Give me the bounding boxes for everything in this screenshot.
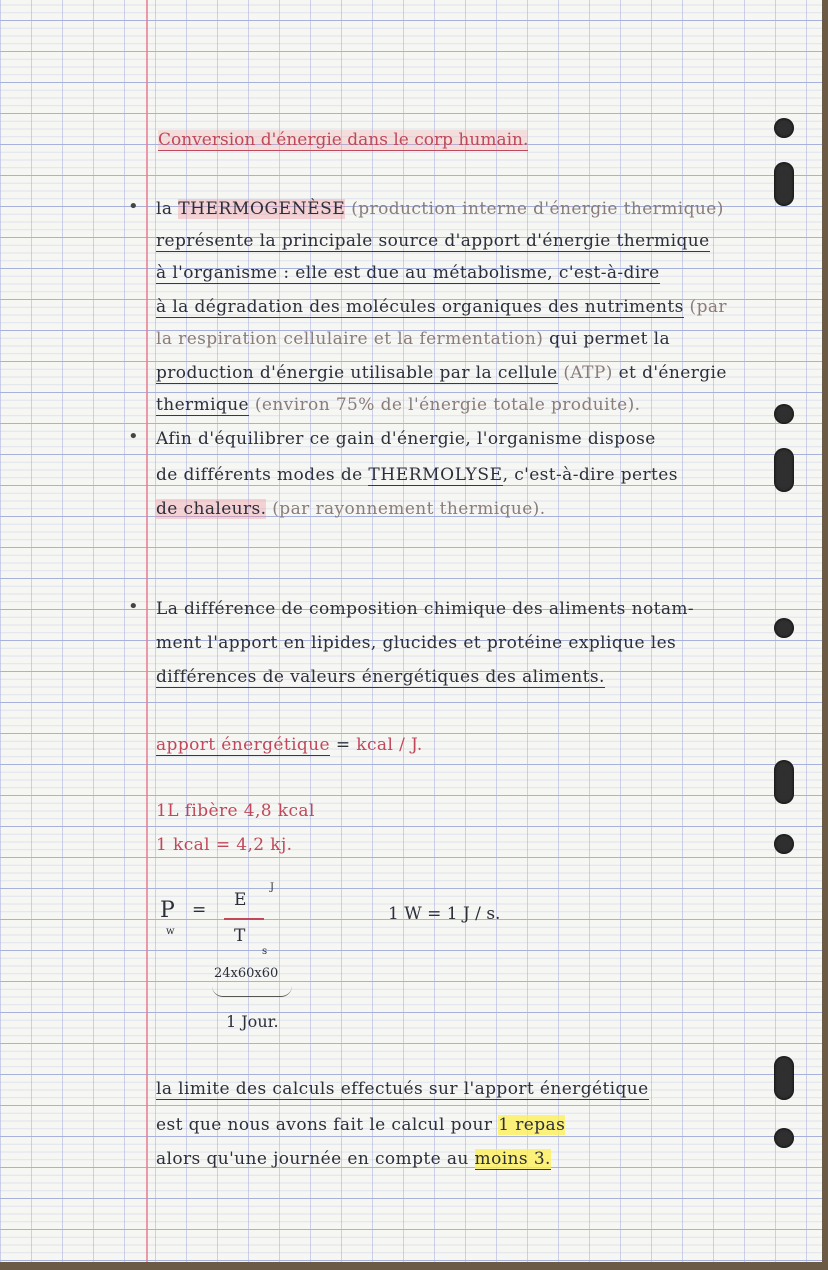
para1-line7: thermique (environ 75% de l'énergie totale produite).: [156, 395, 641, 415]
para3-line2: ment l'apport en lipides, glucides et protéine explique les: [156, 633, 677, 653]
binder-hole: [774, 618, 794, 638]
watt-formula: 1 W = 1 J / s.: [388, 904, 501, 924]
para1-line4: à la dégradation des molécules organiques des nutriments (par: [156, 297, 727, 317]
binder-hole: [774, 404, 794, 424]
para3-line1: La différence de composition chimique des aliments notam-: [156, 599, 695, 619]
formula-fibre: 1L fibère 4,8 kcal: [156, 801, 315, 821]
para2-line1: Afin d'équilibrer ce gain d'énergie, l'organisme dispose: [156, 429, 656, 449]
bullet: •: [128, 426, 139, 447]
keyword-thermolyse: THERMOLYSE: [368, 465, 503, 485]
binder-hole: [774, 1128, 794, 1148]
time-unit: s: [262, 946, 268, 957]
para2-line3: de chaleurs. (par rayonnement thermique).: [156, 499, 546, 519]
power-symbol: P: [160, 898, 175, 923]
binder-hole: [774, 1056, 794, 1100]
para4-line2: est que nous avons fait le calcul pour 1 repas: [156, 1115, 566, 1135]
margin-line: [146, 0, 148, 1262]
energy-unit: J: [270, 882, 275, 893]
para2-line2: de différents modes de THERMOLYSE, c'est-à-dire pertes: [156, 465, 678, 485]
para4-line3: alors qu'une journée en compte au moins 3.: [156, 1149, 551, 1169]
para1-line6: production d'énergie utilisable par la cellule (ATP) et d'énergie: [156, 363, 727, 383]
keyword-thermogenese: THERMOGENÈSE: [178, 199, 346, 219]
fraction-bar: [224, 918, 264, 920]
one-day-label: 1 Jour.: [226, 1012, 279, 1031]
bullet: •: [128, 196, 139, 217]
para1-line1: la THERMOGENÈSE (production interne d'énergie thermique): [156, 199, 724, 219]
binder-hole: [774, 448, 794, 492]
para1-line5: la respiration cellulaire et la fermentation) qui permet la: [156, 329, 671, 349]
para3-line3: différences de valeurs énergétiques des aliments.: [156, 667, 605, 687]
binder-hole: [774, 834, 794, 854]
binder-hole: [774, 760, 794, 804]
brace: [212, 986, 292, 997]
para4-line1: la limite des calculs effectués sur l'apport énergétique: [156, 1079, 649, 1099]
seconds-calc: 24x60x60: [214, 966, 279, 981]
formula-apport: apport énergétique = kcal / J.: [156, 735, 423, 755]
binder-hole: [774, 162, 794, 206]
time-symbol: T: [234, 926, 246, 946]
power-unit: w: [166, 926, 175, 937]
para1-line3: à l'organisme : elle est due au métabolisme, c'est-à-dire: [156, 263, 660, 283]
formula-kcal: 1 kcal = 4,2 kj.: [156, 835, 293, 855]
page-title: Conversion d'énergie dans le corp humain.: [158, 130, 529, 150]
equals-sign: =: [192, 900, 207, 920]
energy-symbol: E: [234, 890, 247, 910]
binder-hole: [774, 118, 794, 138]
para1-line2: représente la principale source d'apport d'énergie thermique: [156, 231, 710, 251]
bullet: •: [128, 596, 139, 617]
